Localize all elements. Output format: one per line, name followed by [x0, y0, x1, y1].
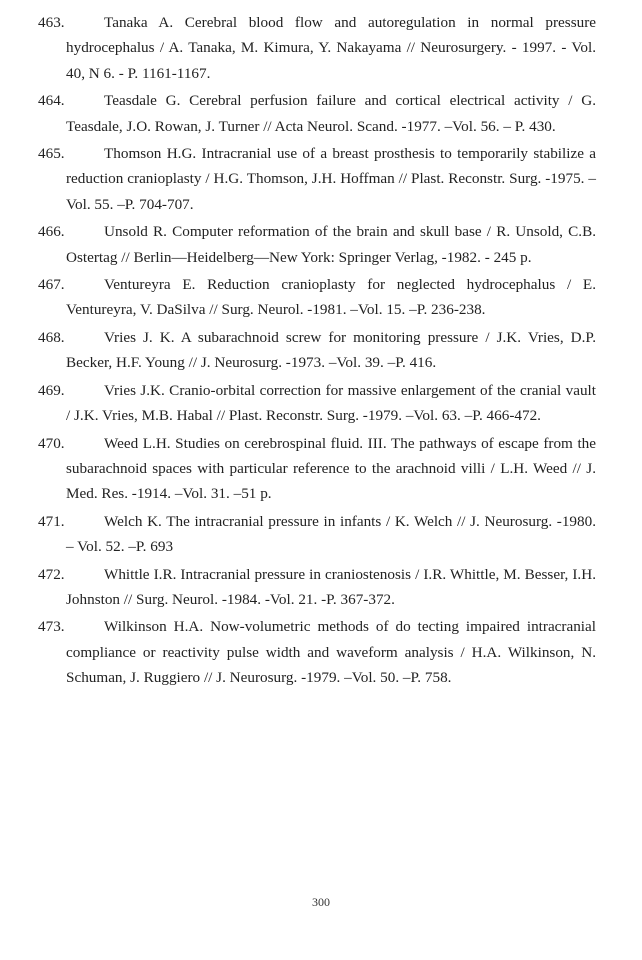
reference-text: Weed L.H. Studies on cerebrospinal fluid. III. The pathways of escape from the subarachnoid spaces with particular reference to the arachnoid villi / L.H. Weed // J. Med. Res. -1914. –Vol. 31. –51 p.	[66, 434, 596, 503]
page-number: 300	[312, 895, 330, 909]
reference-item	[38, 272, 596, 323]
reference-number: 472.	[38, 565, 65, 583]
reference-item	[38, 378, 596, 429]
reference-number: 468.	[38, 328, 65, 346]
reference-text: Vries J. K. A subarachnoid screw for monitoring pressure / J.K. Vries, D.P. Becker, H.F. Young // J. Neurosurg. -1973. –Vol. 39. –P. 416.	[66, 328, 596, 372]
reference-item	[38, 219, 596, 270]
reference-text: Ventureyra E. Reduction cranioplasty for neglected hydrocephalus / E. Ventureyra, V. DaSilva // Surg. Neurol. -1981. –Vol. 15. –P. 236-238.	[66, 276, 596, 319]
reference-text: Welch K. The intracranial pressure in infants / K. Welch // J. Neurosurg. -1980. – Vol. 52. –P. 693	[66, 512, 596, 556]
reference-item	[38, 614, 596, 690]
reference-item	[38, 88, 596, 139]
reference-number: 463.	[38, 14, 65, 31]
reference-text: Teasdale G. Cerebral perfusion failure and cortical electrical activity / G. Teasdale, J.O. Rowan, J. Turner // Acta Neurol. Scand. -1977. –Vol. 56. – P. 430.	[66, 92, 596, 135]
reference-item	[38, 431, 596, 507]
reference-text: Whittle I.R. Intracranial pressure in craniostenosis / I.R. Whittle, M. Besser, I.H. Johnston // Surg. Neurol. -1984. -Vol. 21. -P. 367-372.	[66, 565, 596, 608]
reference-number: 464.	[38, 92, 65, 110]
reference-text: Tanaka A. Cerebral blood flow and autoregulation in normal pressure hydrocephalus / A. Tanaka, M. Kimura, Y. Nakayama // Neurosurgery. - 1997. - Vol. 40, N 6. - P. 1161-1167.	[66, 14, 596, 82]
reference-number: 465.	[38, 145, 65, 163]
reference-text: Thomson H.G. Intracranial use of a breast prosthesis to temporarily stabilize a reduction cranioplasty / H.G. Thomson, J.H. Hoffman // Plast. Reconstr. Surg. -1975. –Vol. 55. –P. 704-707.	[66, 145, 596, 213]
reference-number: 467.	[38, 276, 65, 294]
reference-item	[38, 141, 596, 217]
reference-item	[38, 10, 596, 86]
reference-number: 466.	[38, 223, 65, 241]
reference-number: 470.	[38, 434, 65, 452]
reference-number: 471.	[38, 512, 65, 530]
reference-text: Vries J.K. Cranio-orbital correction for massive enlargement of the cranial vault / J.K. Vries, M.B. Habal // Plast. Reconstr. Surg. -1979. –Vol. 63. –P. 466-472.	[66, 381, 596, 425]
reference-item	[38, 562, 596, 613]
reference-number: 469.	[38, 381, 65, 399]
reference-item	[38, 509, 596, 560]
reference-list	[38, 10, 596, 693]
reference-number: 473.	[38, 618, 65, 636]
reference-item	[38, 325, 596, 376]
reference-text: Wilkinson H.A. Now-volumetric methods of do tecting impaired intracranial compliance or reactivity pulse width and waveform analysis / H.A. Wilkinson, N. Schuman, J. Ruggiero // J. Neurosurg. -1979. –Vol. 50. –P. 758.	[66, 618, 596, 687]
reference-text: Unsold R. Computer reformation of the brain and skull base / R. Unsold, C.B. Ostertag // Berlin—Heidelberg—New York: Springer Verlag, -1982. - 245 p.	[66, 223, 596, 266]
